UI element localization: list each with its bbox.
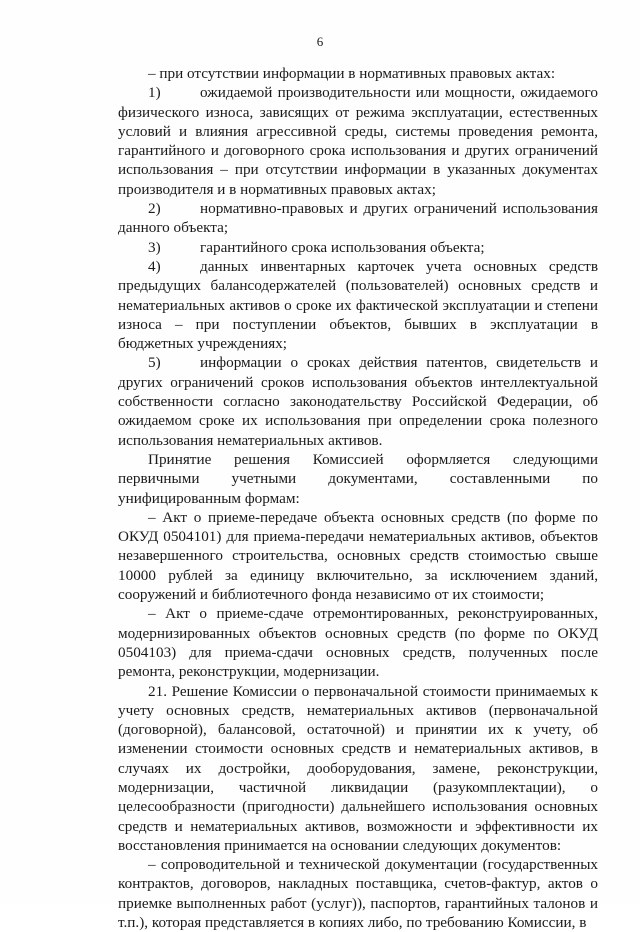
list-item-number: 1) [148, 84, 161, 102]
list-item-number: 3) [148, 238, 161, 256]
paragraph: 21. Решение Комиссии о первоначальной стоимости принимаемых к учету основных средств, нематериальных активов (первоначальной (договорной), балансовой, остаточной) и принятии их к учету, об изменении стоимости основных средств и нематериальных активов, в случаях их достройки, дооборудования, замене, реконструкции, модернизации, частичной ликвидации (разукомплектации), о целесообразности (пригодности) дальнейшего использования основных средств и нематериальных активов, возможности и эффективности их восстановления принимается на основании следующих документов: [118, 682, 598, 854]
list-item-text: информации о сроках действия патентов, свидетельств и других ограничений сроков использования объектов интеллектуальной собственности согласно законодательству Российской Федерации, об ожидаемом сроке их использования при определении срока полезного использования нематериальных активов. [118, 354, 598, 449]
list-item-text: данных инвентарных карточек учета основных средств предыдущих балансодержателей (пользователей) основных средств и нематериальных активов о сроке их фактической эксплуатации и степени износа – при поступлении объектов, бывших в эксплуатации в бюджетных учреждениях; [118, 257, 598, 353]
paragraph: – при отсутствии информации в нормативных правовых актах: [148, 65, 556, 82]
paragraph: – Акт о приеме-сдаче отремонтированных, реконструированных, модернизированных объектов основных средств (по форме по ОКУД 0504103) для приема-сдачи основных средств, полученных после ремонта, реконструкции, модернизации. [118, 605, 598, 681]
list-item-number: 4) [148, 257, 161, 275]
document-body [118, 64, 598, 932]
list-item [118, 199, 598, 238]
list-item [118, 353, 598, 449]
list-item-number: 2) [148, 200, 161, 218]
paragraph: – Акт о приеме-передаче объекта основных средств (по форме по ОКУД 0504101) для приема-передачи нематериальных активов, объектов незавершенного строительства, основных средств стоимостью свыше 10000 рублей за единицу включительно, за исключением зданий, сооружений и библиотечного фонда независимо от их стоимости; [118, 508, 598, 604]
list-item-text: ожидаемой производительности или мощности, ожидаемого физического износа, зависящих от режима эксплуатации, естественных условий и влияния агрессивной среды, системы проведения ремонта, гарантийного и договорного срока использования и других ограничений использования – при отсутствии информации в указанных документах производителя и в нормативных правовых актах; [118, 84, 598, 198]
list-item [118, 83, 598, 199]
paragraph: – сопроводительной и технической документации (государственных контрактов, договоров, накладных поставщика, счетов-фактур, актов о приемке выполненных работ (услуг)), паспортов, гарантийных талонов и т.п.), которая представляется в копиях либо, по требованию Комиссии, в [118, 856, 598, 932]
list-item-text: гарантийного срока использования объекта; [200, 238, 485, 256]
list-item [118, 238, 598, 257]
list-item-number: 5) [148, 354, 161, 372]
paragraph: Принятие решения Комиссией оформляется следующими первичными учетными документами, составленными по унифицированным формам: [118, 450, 598, 507]
list-item-text: нормативно-правовых и других ограничений использования данного объекта; [118, 200, 598, 237]
list-item [118, 257, 598, 353]
page-number: 6 [316, 34, 324, 49]
